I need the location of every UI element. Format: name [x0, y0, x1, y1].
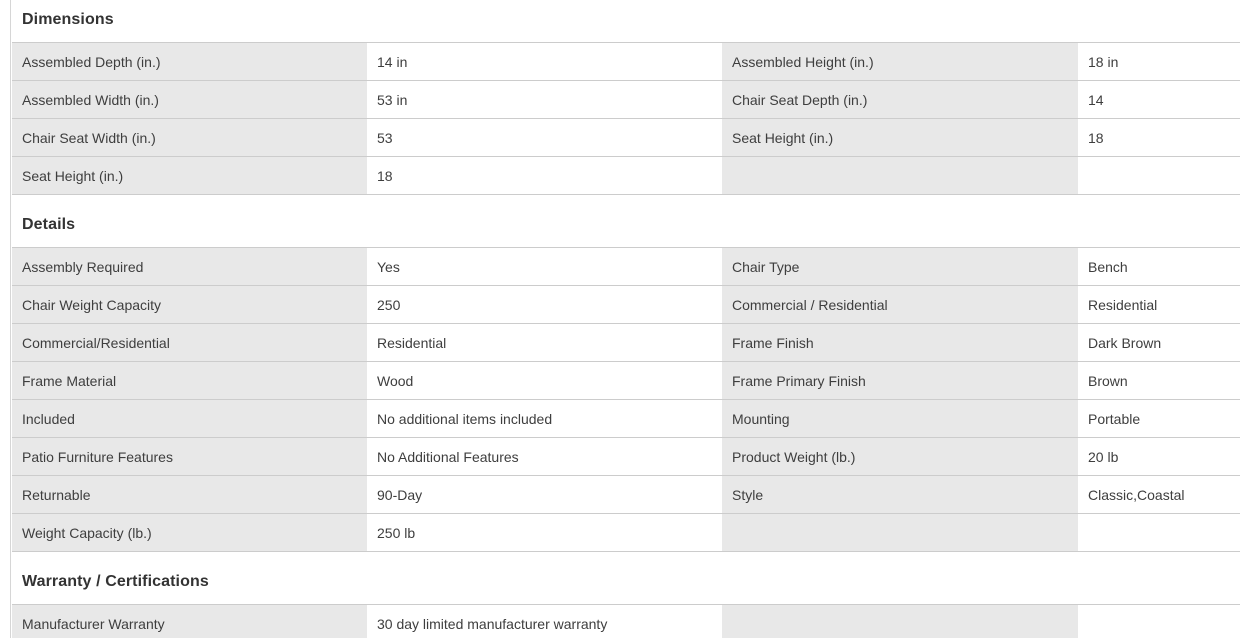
- spec-value-cell: No additional items included: [367, 400, 722, 437]
- spec-value-cell: 14 in: [367, 43, 722, 80]
- spec-row: [12, 286, 1240, 324]
- spec-row: [12, 324, 1240, 362]
- spec-label-cell: Chair Seat Depth (in.): [722, 81, 1078, 118]
- spec-value-cell: Classic,Coastal: [1078, 476, 1240, 513]
- spec-value-cell: 18 in: [1078, 43, 1240, 80]
- spec-value-cell: [1078, 514, 1240, 551]
- spec-value-cell: Bench: [1078, 248, 1240, 285]
- spec-label-cell: Included: [12, 400, 367, 437]
- spec-label-cell: [722, 514, 1078, 551]
- spec-value-cell: 30 day limited manufacturer warranty: [367, 605, 722, 638]
- spec-label-cell: Mounting: [722, 400, 1078, 437]
- spec-label-cell: [722, 605, 1078, 638]
- sections-root: [11, 10, 1240, 638]
- specifications-page: [10, 0, 1240, 638]
- spec-label-cell: Product Weight (lb.): [722, 438, 1078, 475]
- spec-value-cell: 18: [1078, 119, 1240, 156]
- section-title: Warranty / Certifications: [22, 573, 209, 590]
- spec-label-cell: Chair Weight Capacity: [12, 286, 367, 323]
- spec-value-cell: Dark Brown: [1078, 324, 1240, 361]
- spec-label-cell: Commercial/Residential: [12, 324, 367, 361]
- spec-row: [12, 157, 1240, 195]
- spec-value-cell: Yes: [367, 248, 722, 285]
- spec-row: [12, 438, 1240, 476]
- spec-row: [12, 514, 1240, 552]
- section-title: Dimensions: [22, 11, 114, 28]
- spec-value-cell: 53 in: [367, 81, 722, 118]
- spec-table: [12, 247, 1240, 552]
- spec-label-cell: Assembled Width (in.): [12, 81, 367, 118]
- spec-label-cell: Seat Height (in.): [722, 119, 1078, 156]
- spec-value-cell: 53: [367, 119, 722, 156]
- spec-table: [12, 42, 1240, 195]
- spec-row: [12, 119, 1240, 157]
- spec-label-cell: Assembled Depth (in.): [12, 43, 367, 80]
- spec-table: [12, 604, 1240, 638]
- spec-row: [12, 400, 1240, 438]
- spec-value-cell: 250: [367, 286, 722, 323]
- spec-value-cell: Portable: [1078, 400, 1240, 437]
- spec-value-cell: Residential: [1078, 286, 1240, 323]
- spec-value-cell: Residential: [367, 324, 722, 361]
- spec-label-cell: Weight Capacity (lb.): [12, 514, 367, 551]
- spec-label-cell: Manufacturer Warranty: [12, 605, 367, 638]
- section-title: Details: [22, 216, 76, 233]
- spec-value-cell: No Additional Features: [367, 438, 722, 475]
- spec-label-cell: Frame Finish: [722, 324, 1078, 361]
- spec-row: [12, 43, 1240, 81]
- spec-label-cell: Assembled Height (in.): [722, 43, 1078, 80]
- spec-label-cell: [722, 157, 1078, 194]
- spec-row: [12, 248, 1240, 286]
- spec-label-cell: Returnable: [12, 476, 367, 513]
- spec-value-cell: 250 lb: [367, 514, 722, 551]
- spec-value-cell: 14: [1078, 81, 1240, 118]
- spec-value-cell: 20 lb: [1078, 438, 1240, 475]
- spec-value-cell: Wood: [367, 362, 722, 399]
- spec-label-cell: Commercial / Residential: [722, 286, 1078, 323]
- spec-label-cell: Chair Type: [722, 248, 1078, 285]
- spec-row: [12, 81, 1240, 119]
- spec-label-cell: Frame Material: [12, 362, 367, 399]
- spec-value-cell: 18: [367, 157, 722, 194]
- spec-label-cell: Chair Seat Width (in.): [12, 119, 367, 156]
- spec-label-cell: Patio Furniture Features: [12, 438, 367, 475]
- spec-row: [12, 476, 1240, 514]
- spec-row: [12, 362, 1240, 400]
- spec-label-cell: Assembly Required: [12, 248, 367, 285]
- spec-label-cell: Style: [722, 476, 1078, 513]
- spec-value-cell: [1078, 157, 1240, 194]
- spec-row: [12, 605, 1240, 638]
- spec-value-cell: 90-Day: [367, 476, 722, 513]
- spec-value-cell: [1078, 605, 1240, 638]
- spec-label-cell: Frame Primary Finish: [722, 362, 1078, 399]
- spec-value-cell: Brown: [1078, 362, 1240, 399]
- spec-label-cell: Seat Height (in.): [12, 157, 367, 194]
